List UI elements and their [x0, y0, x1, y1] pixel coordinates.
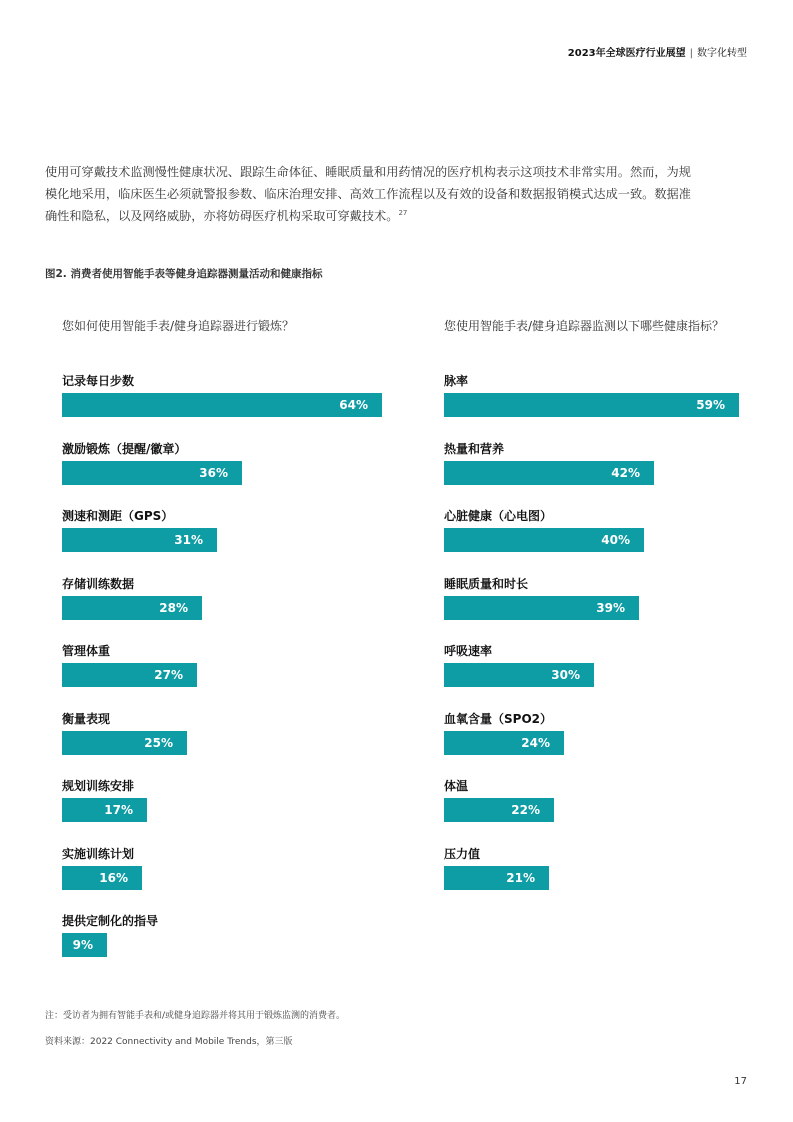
left-bar-1 — [62, 461, 242, 485]
right-bar-label-1: 热量和营养 — [444, 442, 505, 456]
section-name: 数字化转型 — [697, 48, 747, 59]
left-bar-value-4: 27% — [154, 668, 183, 682]
left-bar-value-7: 16% — [99, 871, 128, 885]
left-bar-label-2: 测速和测距（GPS） — [62, 509, 174, 523]
left-bar-label-3: 存储训练数据 — [62, 577, 135, 591]
left-bar-label-1: 激励锻炼（提醒/徽章） — [62, 442, 187, 456]
page-header — [568, 44, 747, 59]
right-bar-value-4: 30% — [551, 668, 580, 682]
left-bar-value-2: 31% — [174, 533, 203, 547]
right-bar-1 — [444, 461, 654, 485]
left-bar-value-6: 17% — [104, 803, 133, 817]
left-bar-value-1: 36% — [199, 466, 228, 480]
right-bar-4 — [444, 663, 594, 687]
left-bar-value-3: 28% — [159, 601, 188, 615]
figure-title: 图2. 消费者使用智能手表等健身追踪器测量活动和健康指标 — [45, 268, 323, 280]
right-bar-label-3: 睡眠质量和时长 — [444, 577, 529, 591]
left-bar-3 — [62, 596, 202, 620]
right-bar-2 — [444, 528, 644, 552]
right-bar-label-0: 脉率 — [444, 374, 469, 388]
report-title: 2023年全球医疗行业展望 — [567, 48, 686, 59]
left-bar-0 — [62, 393, 382, 417]
intro-paragraph — [45, 161, 695, 227]
left-bar-4 — [62, 663, 197, 687]
left-bar-label-5: 衡量表现 — [62, 712, 111, 726]
right-bar-value-2: 40% — [601, 533, 630, 547]
right-bar-3 — [444, 596, 639, 620]
chart-left-question: 您如何使用智能手表/健身追踪器进行锻炼？ — [62, 319, 295, 333]
right-bar-value-1: 42% — [611, 466, 640, 480]
left-bar-label-6: 规划训练安排 — [62, 779, 135, 793]
right-bar-label-6: 体温 — [444, 779, 469, 793]
source-text: 资料来源：2022 Connectivity and Mobile Trends，第三版 — [45, 1037, 293, 1047]
left-bar-label-7: 实施训练计划 — [62, 847, 135, 861]
left-bar-label-4: 管理体重 — [62, 644, 111, 658]
right-bar-7 — [444, 866, 549, 890]
header-separator: | — [689, 48, 693, 59]
footnote-ref: 27 — [398, 209, 408, 217]
right-bar-label-7: 压力值 — [444, 847, 481, 861]
left-bar-7 — [62, 866, 142, 890]
left-bar-value-8: 9% — [72, 938, 93, 952]
right-bar-6 — [444, 798, 554, 822]
right-bar-label-5: 血氧含量（SPO2） — [444, 712, 552, 726]
left-bar-5 — [62, 731, 187, 755]
right-bar-0 — [444, 393, 739, 417]
right-bar-value-0: 59% — [696, 398, 725, 412]
right-bar-value-3: 39% — [596, 601, 625, 615]
left-bar-label-8: 提供定制化的指导 — [62, 914, 159, 928]
left-bar-2 — [62, 528, 217, 552]
right-bar-label-2: 心脏健康（心电图） — [444, 509, 553, 523]
page-number: 17 — [734, 1076, 747, 1087]
left-bar-6 — [62, 798, 147, 822]
chart-right-question: 您使用智能手表/健身追踪器监测以下哪些健康指标？ — [444, 319, 725, 333]
right-bar-label-4: 呼吸速率 — [444, 644, 493, 658]
right-bar-value-5: 24% — [521, 736, 550, 750]
left-bar-value-0: 64% — [339, 398, 368, 412]
right-bar-value-7: 21% — [506, 871, 535, 885]
left-bar-value-5: 25% — [144, 736, 173, 750]
left-bar-label-0: 记录每日步数 — [62, 374, 135, 388]
right-bar-value-6: 22% — [511, 803, 540, 817]
left-bar-8 — [62, 933, 107, 957]
intro-text: 使用可穿戴技术监测慢性健康状况、跟踪生命体征、睡眠质量和用药情况的医疗机构表示这项技术非常实用。然而，为规模化地采用，临床医生必须就警报参数、临床治理安排、高效工作流程以及有效的设备和数据报销模式达成一致。数据准确性和隐私，以及网络威胁，亦将妨碍医疗机构采取可穿戴技术。 — [45, 165, 691, 223]
note-text: 注：受访者为拥有智能手表和/或健身追踪器并将其用于锻炼监测的消费者。 — [45, 1011, 346, 1021]
right-bar-5 — [444, 731, 564, 755]
